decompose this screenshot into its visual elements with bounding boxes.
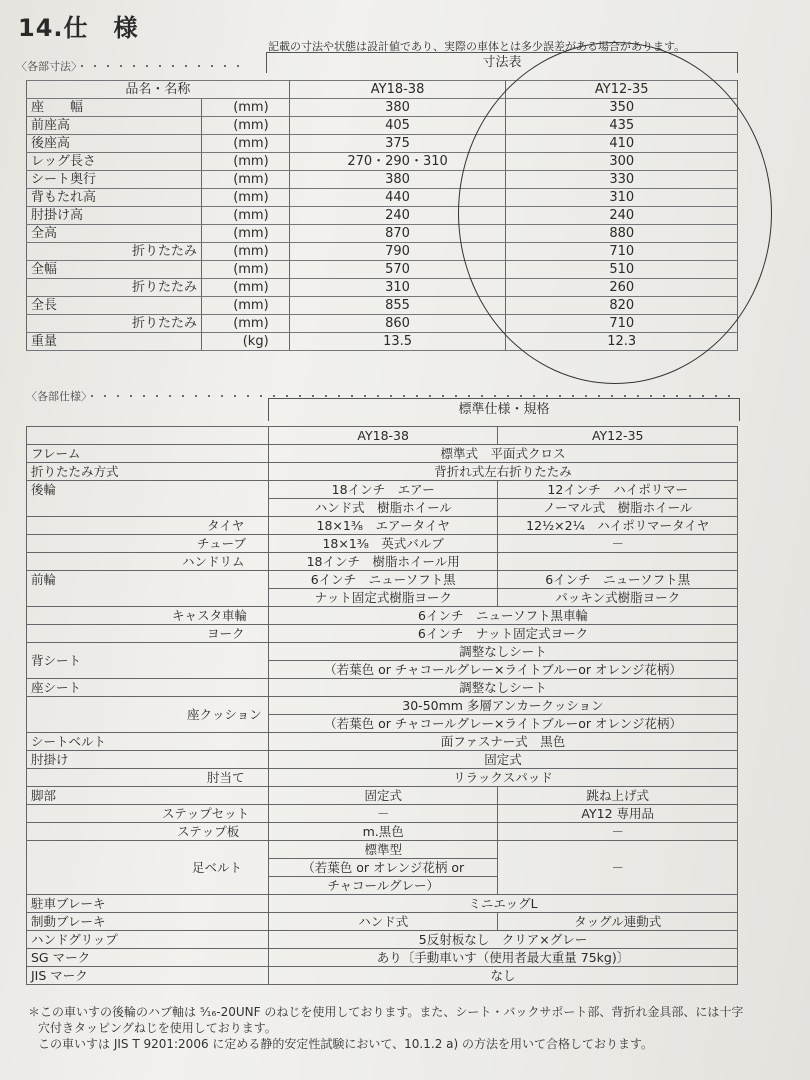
spec-label: 折りたたみ方式 — [27, 463, 269, 481]
dims-row-unit: (mm) — [202, 117, 290, 135]
dims-value-model1: 790 — [289, 243, 506, 261]
spec-value: 固定式 — [268, 787, 497, 805]
dims-value-model1: 440 — [289, 189, 506, 207]
dims-row-label: レッグ長さ — [27, 153, 202, 171]
dims-row-label: 肘掛け高 — [27, 207, 202, 225]
dims-row-label: 折りたたみ — [27, 315, 202, 333]
spec-value: チャコールグレー） — [268, 877, 497, 895]
dims-value-model1: 270・290・310 — [289, 153, 506, 171]
spec-label: 駐車ブレーキ — [27, 895, 269, 913]
dims-value-model2: 510 — [506, 261, 738, 279]
spec-label: シートベルト — [27, 733, 269, 751]
dims-row-unit: (mm) — [202, 243, 290, 261]
spec-value: 背折れ式左右折りたたみ — [268, 463, 737, 481]
dims-value-model2: 880 — [506, 225, 738, 243]
spec-value: 18×1³⁄₈ 英式バルブ — [268, 535, 497, 553]
dims-value-model2: 710 — [506, 243, 738, 261]
dims-row-unit: (mm) — [202, 225, 290, 243]
spec-label: ステップ板 — [27, 823, 269, 841]
dims-value-model2: 12.3 — [506, 333, 738, 351]
spec-value: AY12 専用品 — [498, 805, 738, 823]
dims-row-label: 背もたれ高 — [27, 189, 202, 207]
spec-label: SG マーク — [27, 949, 269, 967]
dims-row-unit: (mm) — [202, 99, 290, 117]
spec-value: 5反射板なし クリア×グレー — [268, 931, 737, 949]
spec-value: 固定式 — [268, 751, 737, 769]
spec-value: ナット固定式樹脂ヨーク — [268, 589, 497, 607]
spec-value: 6インチ ニューソフト黒 — [498, 571, 738, 589]
page-title: 14.仕 様 — [18, 14, 139, 42]
dims-row-label: 全幅 — [27, 261, 202, 279]
spec-value: 調整なしシート — [268, 679, 737, 697]
spec-value: － — [498, 535, 738, 553]
dims-value-model1: 860 — [289, 315, 506, 333]
spec-label: フレーム — [27, 445, 269, 463]
dims-note: 記載の寸法や状態は設計値であり、実際の車体とは多少誤差がある場合があります。 — [268, 40, 686, 53]
spec-table — [26, 426, 738, 985]
spec-value: 18×1³⁄₈ エアータイヤ — [268, 517, 497, 535]
spec-value: 標準式 平面式クロス — [268, 445, 737, 463]
dims-row-label: 全長 — [27, 297, 202, 315]
spec-value: リラックスパッド — [268, 769, 737, 787]
dims-row-label: 前座高 — [27, 117, 202, 135]
dims-header-model2: AY12-35 — [506, 81, 738, 99]
dims-row-label: 座 幅 — [27, 99, 202, 117]
spec-value: m.黒色 — [268, 823, 497, 841]
spec-value: 面ファスナー式 黒色 — [268, 733, 737, 751]
dims-row-unit: (mm) — [202, 315, 290, 333]
dims-value-model2: 710 — [506, 315, 738, 333]
spec-label: ステップセット — [27, 805, 269, 823]
dims-value-model1: 870 — [289, 225, 506, 243]
spec-label: 後輪 — [27, 481, 269, 517]
dims-caption: 寸法表 — [266, 52, 738, 73]
spec-value: 6インチ ニューソフト黒 — [268, 571, 497, 589]
spec-caption: 標準仕様・規格 — [268, 398, 740, 421]
spec-value: － — [498, 841, 738, 895]
spec-value: － — [498, 823, 738, 841]
spec-label: 背シート — [27, 643, 269, 679]
spec-value: パッキン式樹脂ヨーク — [498, 589, 738, 607]
spec-label: ハンドグリップ — [27, 931, 269, 949]
spec-value: ノーマル式 樹脂ホイール — [498, 499, 738, 517]
spec-label: JIS マーク — [27, 967, 269, 985]
spec-value: 跳ね上げ式 — [498, 787, 738, 805]
dims-row-unit: (mm) — [202, 153, 290, 171]
spec-value: あり〔手動車いす（使用者最大重量 75kg)〕 — [268, 949, 737, 967]
dims-value-model2: 820 — [506, 297, 738, 315]
dims-value-model1: 375 — [289, 135, 506, 153]
dims-value-model2: 330 — [506, 171, 738, 189]
dims-value-model2: 300 — [506, 153, 738, 171]
dims-row-label: 重量 — [27, 333, 202, 351]
dims-value-model1: 240 — [289, 207, 506, 225]
footnote-3: この車いすは JIS T 9201:2006 に定める静的安定性試験において、10.1.2 a) の方法を用いて合格しております。 — [38, 1037, 654, 1051]
dims-row-label: 全高 — [27, 225, 202, 243]
dims-value-model1: 380 — [289, 99, 506, 117]
footnote-1: ＊この車いすの後輪のハブ軸は ⁵⁄₁₆-20UNF のねじを使用しております。また、シート・バックサポート部、背折れ金具部、には十字 — [28, 1005, 744, 1019]
dims-value-model1: 570 — [289, 261, 506, 279]
spec-value: 6インチ ナット固定式ヨーク — [268, 625, 737, 643]
spec-label: チューブ — [27, 535, 269, 553]
spec-label: タイヤ — [27, 517, 269, 535]
dims-value-model1: 405 — [289, 117, 506, 135]
spec-label: 前輪 — [27, 571, 269, 607]
dims-header-model1: AY18-38 — [289, 81, 506, 99]
dims-value-model1: 855 — [289, 297, 506, 315]
dims-row-unit: (mm) — [202, 261, 290, 279]
spec-value: （若葉色 or チャコールグレー×ライトブルーor オレンジ花柄） — [268, 715, 737, 733]
dims-value-model1: 13.5 — [289, 333, 506, 351]
footnote-2: 穴付きタッピングねじを使用しております。 — [38, 1021, 277, 1035]
dims-row-label: シート奥行 — [27, 171, 202, 189]
dims-row-unit: (mm) — [202, 279, 290, 297]
spec-label: 肘掛け — [27, 751, 269, 769]
dims-value-model2: 260 — [506, 279, 738, 297]
dims-value-model2: 435 — [506, 117, 738, 135]
dims-value-model2: 310 — [506, 189, 738, 207]
dims-row-unit: (kg) — [202, 333, 290, 351]
dims-row-label: 折りたたみ — [27, 279, 202, 297]
spec-value: 標準型 — [268, 841, 497, 859]
spec-value: （若葉色 or チャコールグレー×ライトブルーor オレンジ花柄） — [268, 661, 737, 679]
spec-value — [498, 553, 738, 571]
dims-row-unit: (mm) — [202, 135, 290, 153]
spec-value: 12インチ ハイポリマー — [498, 481, 738, 499]
dims-row-label: 後座高 — [27, 135, 202, 153]
spec-value: なし — [268, 967, 737, 985]
dims-row-unit: (mm) — [202, 171, 290, 189]
spec-label: ヨーク — [27, 625, 269, 643]
spec-value: ミニエッグL — [268, 895, 737, 913]
dims-row-unit: (mm) — [202, 297, 290, 315]
dims-value-model1: 380 — [289, 171, 506, 189]
dims-value-model1: 310 — [289, 279, 506, 297]
spec-section-label: 〈各部仕様〉・・・・・・・・・・・・・・・・・・・・・・・・・・・・・・・・・・・・・・・・・・・・・・・・・・ — [26, 390, 737, 403]
dims-row-label: 折りたたみ — [27, 243, 202, 261]
spec-value: 30-50mm 多層アンカークッション — [268, 697, 737, 715]
spec-value: 18インチ 樹脂ホイール用 — [268, 553, 497, 571]
spec-value: 12¹⁄₂×2¹⁄₄ ハイポリマータイヤ — [498, 517, 738, 535]
spec-label: 足ベルト — [27, 841, 269, 895]
spec-label: 肘当て — [27, 769, 269, 787]
spec-value: ハンド式 樹脂ホイール — [268, 499, 497, 517]
spec-value: 18インチ エアー — [268, 481, 497, 499]
spec-value: （若葉色 or オレンジ花柄 or — [268, 859, 497, 877]
spec-label: 脚部 — [27, 787, 269, 805]
spec-label: キャスタ車輪 — [27, 607, 269, 625]
spec-header-model2: AY12-35 — [498, 427, 738, 445]
dims-header-name: 品名・名称 — [27, 81, 290, 99]
spec-value: 調整なしシート — [268, 643, 737, 661]
dims-section-label: 〈各部寸法〉・・・・・・・・・・・・・ — [16, 60, 246, 73]
spec-label: 座シート — [27, 679, 269, 697]
dims-value-model2: 350 — [506, 99, 738, 117]
spec-value: 6インチ ニューソフト黒車輪 — [268, 607, 737, 625]
spec-label: 制動ブレーキ — [27, 913, 269, 931]
dims-row-unit: (mm) — [202, 189, 290, 207]
hand-drawn-circle — [458, 42, 772, 384]
spec-value: ハンド式 — [268, 913, 497, 931]
dims-row-unit: (mm) — [202, 207, 290, 225]
spec-value: タッグル連動式 — [498, 913, 738, 931]
spec-value: － — [268, 805, 497, 823]
spec-label: ハンドリム — [27, 553, 269, 571]
spec-header-model1: AY18-38 — [268, 427, 497, 445]
spec-label: 座クッション — [27, 697, 269, 733]
dims-value-model2: 240 — [506, 207, 738, 225]
dims-value-model2: 410 — [506, 135, 738, 153]
